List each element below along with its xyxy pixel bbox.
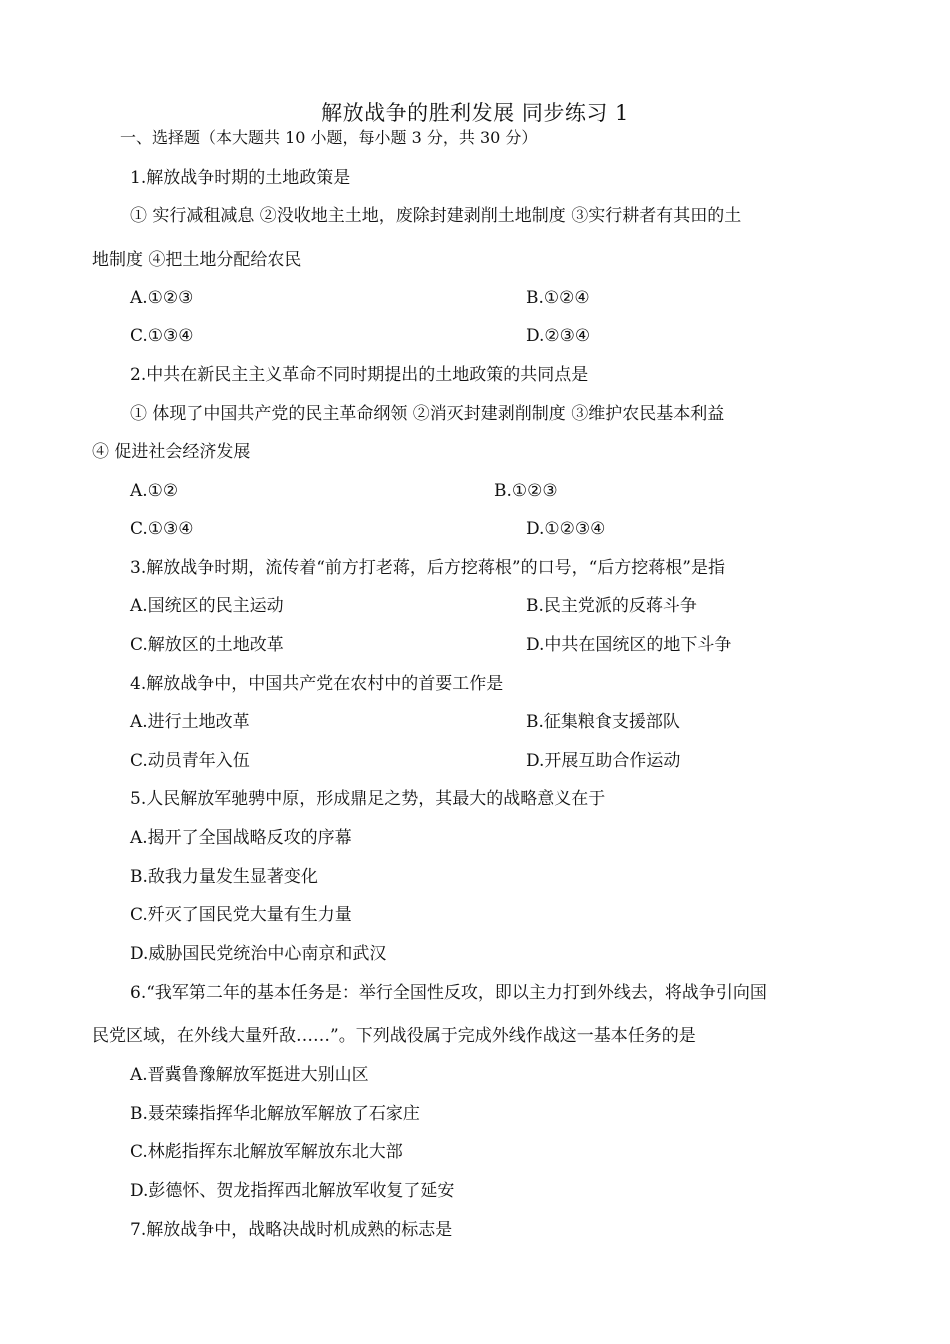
question-6-option-b: B.聂荣臻指挥华北解放军解放了石家庄 xyxy=(130,1104,420,1124)
question-1-items-cont: 地制度 ④把土地分配给农民 xyxy=(92,250,302,270)
question-5-option-a: A.揭开了全国战略反攻的序幕 xyxy=(130,828,352,848)
question-6-stem-cont: 民党区域，在外线大量歼敌……”。下列战役属于完成外线作战这一基本任务的是 xyxy=(92,1026,696,1046)
question-4-option-a: A.进行土地改革 xyxy=(130,712,250,732)
question-1-option-d: D.②③④ xyxy=(526,326,591,346)
question-4-option-b: B.征集粮食支援部队 xyxy=(526,712,680,732)
question-5-option-c: C.歼灭了国民党大量有生力量 xyxy=(130,905,352,925)
question-2-stem: 2.中共在新民主主义革命不同时期提出的土地政策的共同点是 xyxy=(130,365,589,385)
question-5-option-d: D.威胁国民党统治中心南京和武汉 xyxy=(130,944,387,964)
question-7-stem: 7.解放战争中，战略决战时机成熟的标志是 xyxy=(130,1220,453,1240)
question-2-option-d: D.①②③④ xyxy=(526,519,606,539)
question-6-option-c: C.林彪指挥东北解放军解放东北大部 xyxy=(130,1142,403,1162)
question-1-option-a: A.①②③ xyxy=(130,288,194,308)
question-5-stem: 5.人民解放军驰骋中原，形成鼎足之势，其最大的战略意义在于 xyxy=(130,789,606,809)
question-6-stem: 6.“我军第二年的基本任务是：举行全国性反攻，即以主力打到外线去，将战争引向国 xyxy=(130,983,767,1003)
question-3-option-d: D.中共在国统区的地下斗争 xyxy=(526,635,732,655)
question-2-option-c: C.①③④ xyxy=(130,519,194,539)
question-2-items: ① 体现了中国共产党的民主革命纲领 ②消灭封建剥削制度 ③维护农民基本利益 xyxy=(130,404,725,424)
question-2-items-cont: ④ 促进社会经济发展 xyxy=(92,442,251,462)
question-4-option-c: C.动员青年入伍 xyxy=(130,751,250,771)
question-4-option-d: D.开展互助合作运动 xyxy=(526,751,681,771)
question-1-option-b: B.①②④ xyxy=(526,288,590,308)
question-1-option-c: C.①③④ xyxy=(130,326,194,346)
question-3-option-b: B.民主党派的反蒋斗争 xyxy=(526,596,697,616)
question-3-option-a: A.国统区的民主运动 xyxy=(130,596,284,616)
question-2-option-a: A.①② xyxy=(130,481,179,501)
question-1-stem: 1.解放战争时期的土地政策是 xyxy=(130,168,351,188)
question-5-option-b: B.敌我力量发生显著变化 xyxy=(130,867,318,887)
document-title: 解放战争的胜利发展 同步练习 1 xyxy=(321,101,629,125)
question-1-items: ① 实行减租减息 ②没收地主土地，废除封建剥削土地制度 ③实行耕者有其田的土 xyxy=(130,206,742,226)
question-3-stem: 3.解放战争时期，流传着“前方打老蒋，后方挖蒋根”的口号，“后方挖蒋根”是指 xyxy=(130,558,725,578)
question-2-option-b: B.①②③ xyxy=(494,481,558,501)
section-header: 一、选择题（本大题共 10 小题，每小题 3 分，共 30 分） xyxy=(120,128,538,147)
question-6-option-d: D.彭德怀、贺龙指挥西北解放军收复了延安 xyxy=(130,1181,455,1201)
question-4-stem: 4.解放战争中，中国共产党在农村中的首要工作是 xyxy=(130,674,504,694)
question-6-option-a: A.晋冀鲁豫解放军挺进大别山区 xyxy=(130,1065,369,1085)
question-3-option-c: C.解放区的土地改革 xyxy=(130,635,284,655)
